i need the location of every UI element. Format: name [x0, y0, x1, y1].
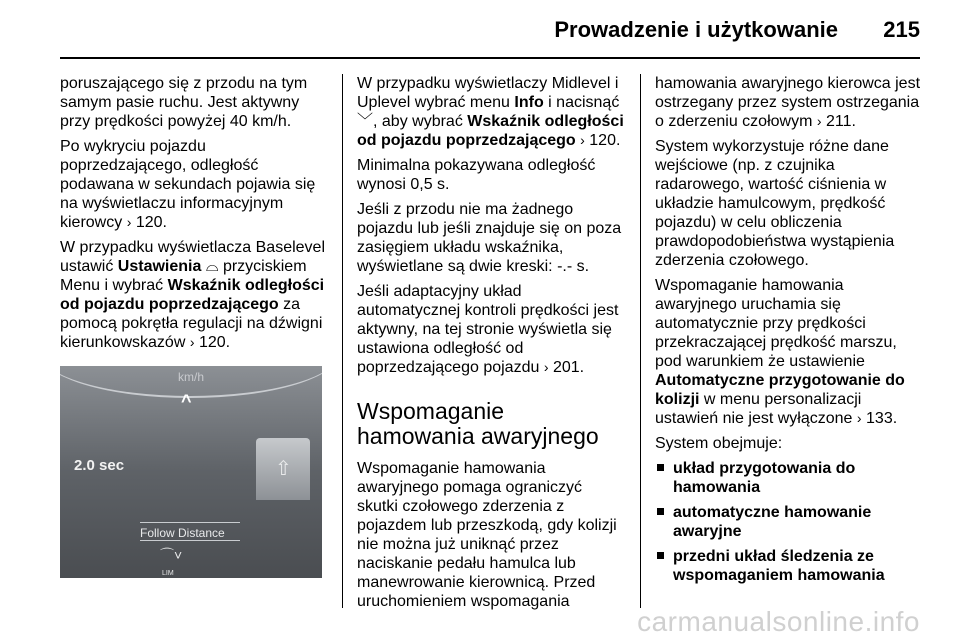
driver-info-display-image: [60, 366, 322, 578]
text: Po wykryciu pojazdu poprzedzającego, odległość podawana w sekundach pojawia się na wyświetlaczu informacyjnym kierowcy: [60, 138, 316, 231]
paragraph: Minimalna pokazywana odległość wynosi 0,5 s.: [357, 157, 596, 193]
paragraph: System obejmuje:: [655, 435, 783, 452]
paragraph: poruszającego się z przodu na tym samym pasie ruchu. Jest aktywny przy prędkości powyżej 40 km/h.: [60, 75, 308, 130]
paragraph: [655, 276, 923, 428]
text: , aby wybrać: [373, 113, 468, 130]
text: W przypadku wyświetlaczy Midlevel i Uplevel wybrać menu: [357, 75, 619, 111]
header-title: Prowadzenie i użytkowanie: [554, 17, 838, 42]
paragraph: [655, 74, 923, 131]
column-2: [357, 74, 625, 617]
page-ref-arrow-icon: ›: [543, 359, 549, 375]
text: hamowania awaryjnego kierowca jest ostrzegany przez system ostrzegania o zderzeniu czołowym: [655, 75, 921, 130]
paragraph: [357, 74, 625, 150]
watermark: carmanualsonline.info: [637, 606, 920, 637]
column-divider-2: [640, 74, 641, 608]
list-item: przedni układ śledzenia ze wspomaganiem hamowania: [655, 547, 923, 585]
divider: [140, 540, 240, 541]
page-header: [0, 0, 960, 60]
display-follow-distance: Follow Distance: [140, 526, 225, 540]
menu-button-icon: ⌓: [205, 258, 219, 275]
page-ref[interactable]: 211.: [825, 113, 856, 130]
page-ref-arrow-icon: ›: [580, 132, 585, 148]
paragraph: [60, 137, 328, 232]
text: i nacisnąć: [543, 94, 620, 111]
display-distance-time: 2.0 sec: [74, 457, 125, 474]
menu-term: Info: [514, 94, 544, 111]
text: W przypadku wyświetlacza Baselevel ustawić: [60, 239, 325, 275]
page-ref[interactable]: 120.: [589, 132, 621, 149]
feature-list: [655, 459, 923, 585]
paragraph: Wspomaganie hamowania awaryjnego pomaga ograniczyć skutki czołowego zderzenia z pojazdem lub przeszkodą, gdy kolizji nie można już uniknąć przez naciskanie pedału hamulca lub manewrowanie kierownicą. Przed uruchomieniem wspomagania: [357, 460, 617, 610]
paragraph: System wykorzystuje różne dane wejściowe (np. z czujnika radarowego, wartość ciśnienia w układzie hamulcowym, prędkość pojazdu) w celu obliczenia prawdopodobieństwa wystąpienia zderzenia czołowego.: [655, 138, 895, 269]
page-number: 215: [883, 17, 920, 42]
text: w menu personalizacji ustawień nie jest wyłączone: [655, 391, 862, 427]
page-ref-arrow-icon: ›: [126, 214, 132, 230]
text: przyciskiem Menu i wybrać: [60, 258, 307, 294]
page-ref-arrow-icon: ›: [189, 334, 195, 350]
arrow-up-icon: ⇧: [275, 458, 292, 480]
column-1: [60, 74, 328, 578]
speed-limiter-icon: ⌒˅: [160, 547, 183, 563]
page-ref-arrow-icon: ›: [856, 410, 862, 426]
list-item: układ przygotowania do hamowania: [655, 459, 923, 497]
menu-term: Wskaźnik odległości od pojazdu poprzedzającego: [357, 113, 624, 149]
paragraph: [60, 238, 328, 352]
display-kmh-label: km/h: [178, 370, 205, 384]
text: Jeśli adaptacyjny układ automatycznej kontroli prędkości jest aktywny, na tej stronie wyświetla się ustawiona odległość od poprzedzającego pojazdu: [357, 283, 619, 376]
section-heading: Wspomaganie hamowania awaryjnego: [357, 398, 599, 449]
page-ref[interactable]: 120.: [198, 334, 231, 351]
menu-term: Automatyczne przygotowanie do kolizji: [655, 372, 905, 408]
page-ref-arrow-icon: ›: [816, 113, 822, 129]
paragraph: Jeśli z przodu nie ma żadnego pojazdu lub jeśli znajduje się on poza zasięgiem układu wskaźnika, wyświetlane są dwie kreski: -.- s.: [357, 201, 622, 275]
paragraph: [357, 282, 625, 377]
menu-term: Wskaźnik odległości od pojazdu poprzedzającego: [60, 277, 325, 313]
menu-term: Ustawienia: [117, 258, 202, 275]
chevron-up-icon: ^: [181, 391, 192, 411]
chevron-down-icon: ﹀: [357, 113, 374, 130]
column-divider-1: [342, 74, 343, 608]
header-rule: [60, 57, 920, 59]
list-item: automatyczne hamowanie awaryjne: [655, 503, 923, 541]
page-ref[interactable]: 201.: [552, 359, 585, 376]
page-ref[interactable]: 133.: [866, 410, 898, 427]
column-3: [655, 74, 923, 591]
text: Wspomaganie hamowania awaryjnego uruchamia się automatycznie przy prędkości przekraczającej prędkość marszu, pod warunkiem że ustawienie: [655, 277, 897, 370]
text: za pomocą pokrętła regulacji na dźwigni kierunkowskazów: [60, 296, 323, 351]
divider: [140, 522, 240, 523]
display-lim-label: LIM: [162, 570, 174, 577]
page-ref[interactable]: 120.: [135, 214, 167, 231]
